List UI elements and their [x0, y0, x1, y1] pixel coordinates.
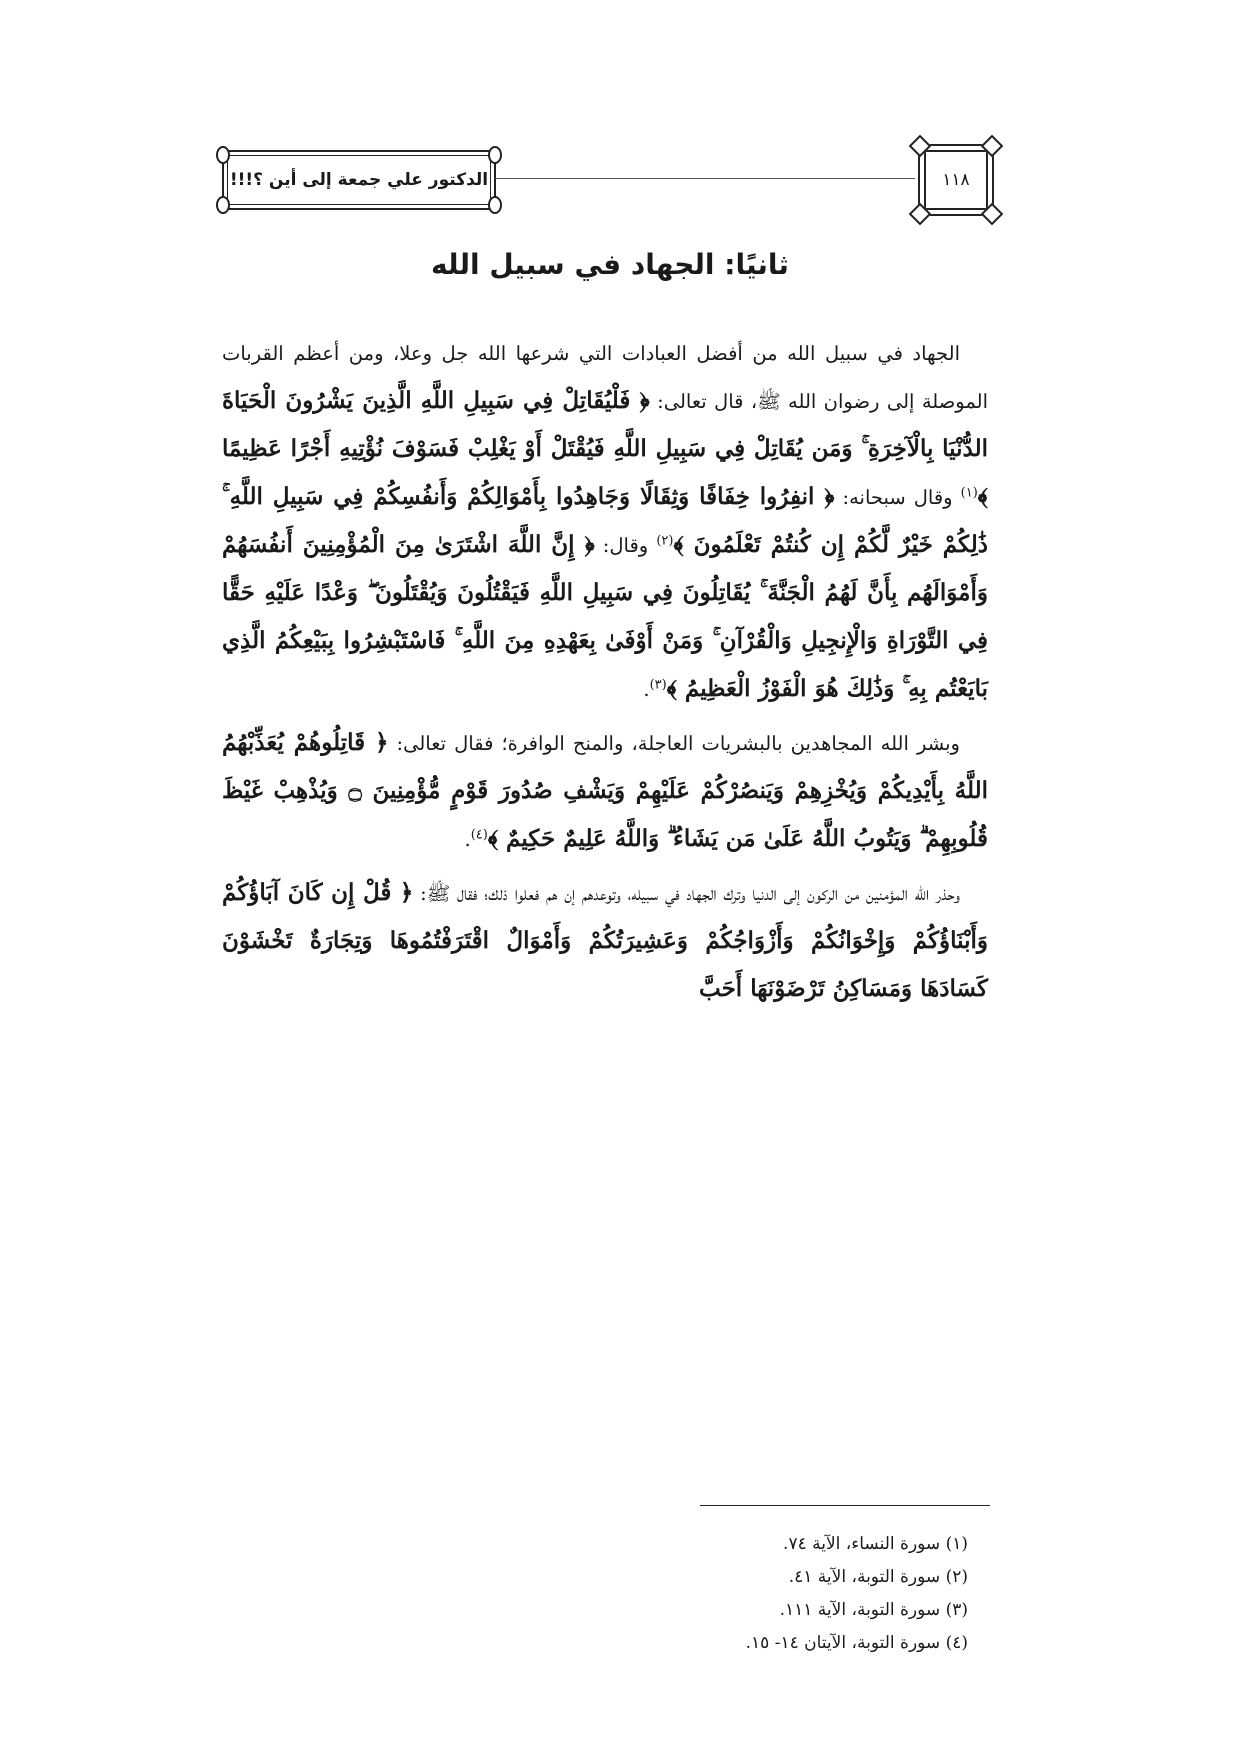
footnote-ref[interactable]: (٤) [470, 827, 488, 843]
running-head [222, 150, 496, 210]
footnote-item: (١) سورة النساء، الآية ٧٤. [783, 1534, 968, 1554]
quran-verse: ﴿ فَلْيُقَاتِلْ فِي سَبِيلِ اللَّهِ الَّذِينَ يَشْرُونَ الْحَيَاةَ الدُّنْيَا بِالْآخِرَةِ ۚ وَمَن يُقَاتِلْ فِي سَبِيلِ اللَّهِ فَيُقْتَلْ أَوْ يَغْلِبْ فَسَوْفَ نُؤْتِيهِ أَجْرًا عَظِيمًا ﴾ [222, 387, 988, 510]
paragraph-text: . [643, 678, 650, 701]
scroll-ornament [488, 196, 502, 214]
footnote-item: (٢) سورة التوبة، الآية ٤١. [788, 1567, 968, 1587]
frame-corner-ornament [909, 203, 932, 226]
section-title: ثانيًا: الجهاد في سبيل الله [431, 248, 789, 281]
running-title: الدكتور علي جمعة إلى أين ؟!!! [229, 170, 489, 190]
paragraph-1 [222, 330, 988, 713]
quran-verse: ﴿ إِنَّ اللَّهَ اشْتَرَىٰ مِنَ الْمُؤْمِنِينَ أَنفُسَهُمْ وَأَمْوَالَهُم بِأَنَّ لَهُمُ الْجَنَّةَ ۚ يُقَاتِلُونَ فِي سَبِيلِ اللَّهِ فَيَقْتُلُونَ وَيُقْتَلُونَ ۖ وَعْدًا عَلَيْهِ حَقًّا فِي التَّوْرَاةِ وَالْإِنجِيلِ وَالْقُرْآنِ ۚ وَمَنْ أَوْفَىٰ بِعَهْدِهِ مِنَ اللَّهِ ۚ فَاسْتَبْشِرُوا بِبَيْعِكُمُ الَّذِي بَايَعْتُم بِهِ ۚ وَذَٰلِكَ هُوَ الْفَوْزُ الْعَظِيمُ ﴾ [222, 531, 988, 702]
paragraph-text: وقال: [594, 534, 657, 557]
footnote-item: (٣) سورة التوبة، الآية ١١١. [779, 1600, 968, 1620]
frame-corner-ornament [981, 203, 1004, 226]
page-number-frame [918, 144, 994, 216]
quran-verse: ﴿ انفِرُوا خِفَافًا وَثِقَالًا وَجَاهِدُوا بِأَمْوَالِكُمْ وَأَنفُسِكُمْ فِي سَبِيلِ اللَّهِ ۚ ذَٰلِكُمْ خَيْرٌ لَّكُمْ إِن كُنتُمْ تَعْلَمُونَ ﴾ [222, 483, 988, 558]
paragraph-3 [222, 869, 988, 1013]
footnote-ref[interactable]: (١) [960, 485, 978, 501]
paragraph-2 [222, 719, 988, 863]
paragraph-text: . [464, 828, 471, 851]
paragraph-text: وقال سبحانه: [834, 486, 961, 509]
footnote-ref[interactable]: (٢) [656, 533, 674, 549]
scroll-ornament [488, 146, 502, 164]
frame-corner-ornament [909, 135, 932, 158]
paragraph-text: الجهاد في سبيل الله من أفضل العبادات التي شرعها الله جل وعلا، ومن أعظم القربات الموصلة إلى رضوان الله ﷺ، قال تعالى: [222, 342, 988, 413]
footnote-separator [700, 1505, 990, 1506]
footnote-ref[interactable]: (٣) [649, 677, 667, 693]
header-rule [495, 178, 915, 179]
frame-corner-ornament [981, 135, 1004, 158]
footnote-item: (٤) سورة التوبة، الآيتان ١٤- ١٥. [745, 1633, 968, 1653]
paragraph-text: وبشر الله المجاهدين بالبشريات العاجلة، والمنح الوافرة؛ فقال تعالى: [388, 732, 960, 755]
scroll-ornament [216, 196, 230, 214]
footnotes [222, 1528, 988, 1660]
scroll-ornament [216, 146, 230, 164]
paragraph-text: وحذر الله المؤمنين من الركون إلى الدنيا وترك الجهاد في سبيله، وتوعدهم إن هم فعلوا ذلك؛ فقال ﷺ: [413, 882, 960, 905]
quran-verse: ﴿ قَاتِلُوهُمْ يُعَذِّبْهُمُ اللَّهُ بِأَيْدِيكُمْ وَيُخْزِهِمْ وَيَنصُرْكُمْ عَلَيْهِمْ وَيَشْفِ صُدُورَ قَوْمٍ مُّؤْمِنِينَ ۝ وَيُذْهِبْ غَيْظَ قُلُوبِهِمْ ۗ وَيَتُوبُ اللَّهُ عَلَىٰ مَن يَشَاءُ ۗ وَاللَّهُ عَلِيمٌ حَكِيمٌ ﴾ [222, 729, 988, 852]
page-number: ١١٨ [942, 170, 970, 190]
quran-verse: ﴿ قُلْ إِن كَانَ آبَاؤُكُمْ وَأَبْنَاؤُكُمْ وَإِخْوَانُكُمْ وَأَزْوَاجُكُمْ وَعَشِيرَتُكُمْ وَأَمْوَالٌ اقْتَرَفْتُمُوهَا وَتِجَارَةٌ تَخْشَوْنَ كَسَادَهَا وَمَسَاكِنُ تَرْضَوْنَهَا أَحَبَّ [222, 879, 988, 1002]
body-text [222, 330, 988, 1019]
